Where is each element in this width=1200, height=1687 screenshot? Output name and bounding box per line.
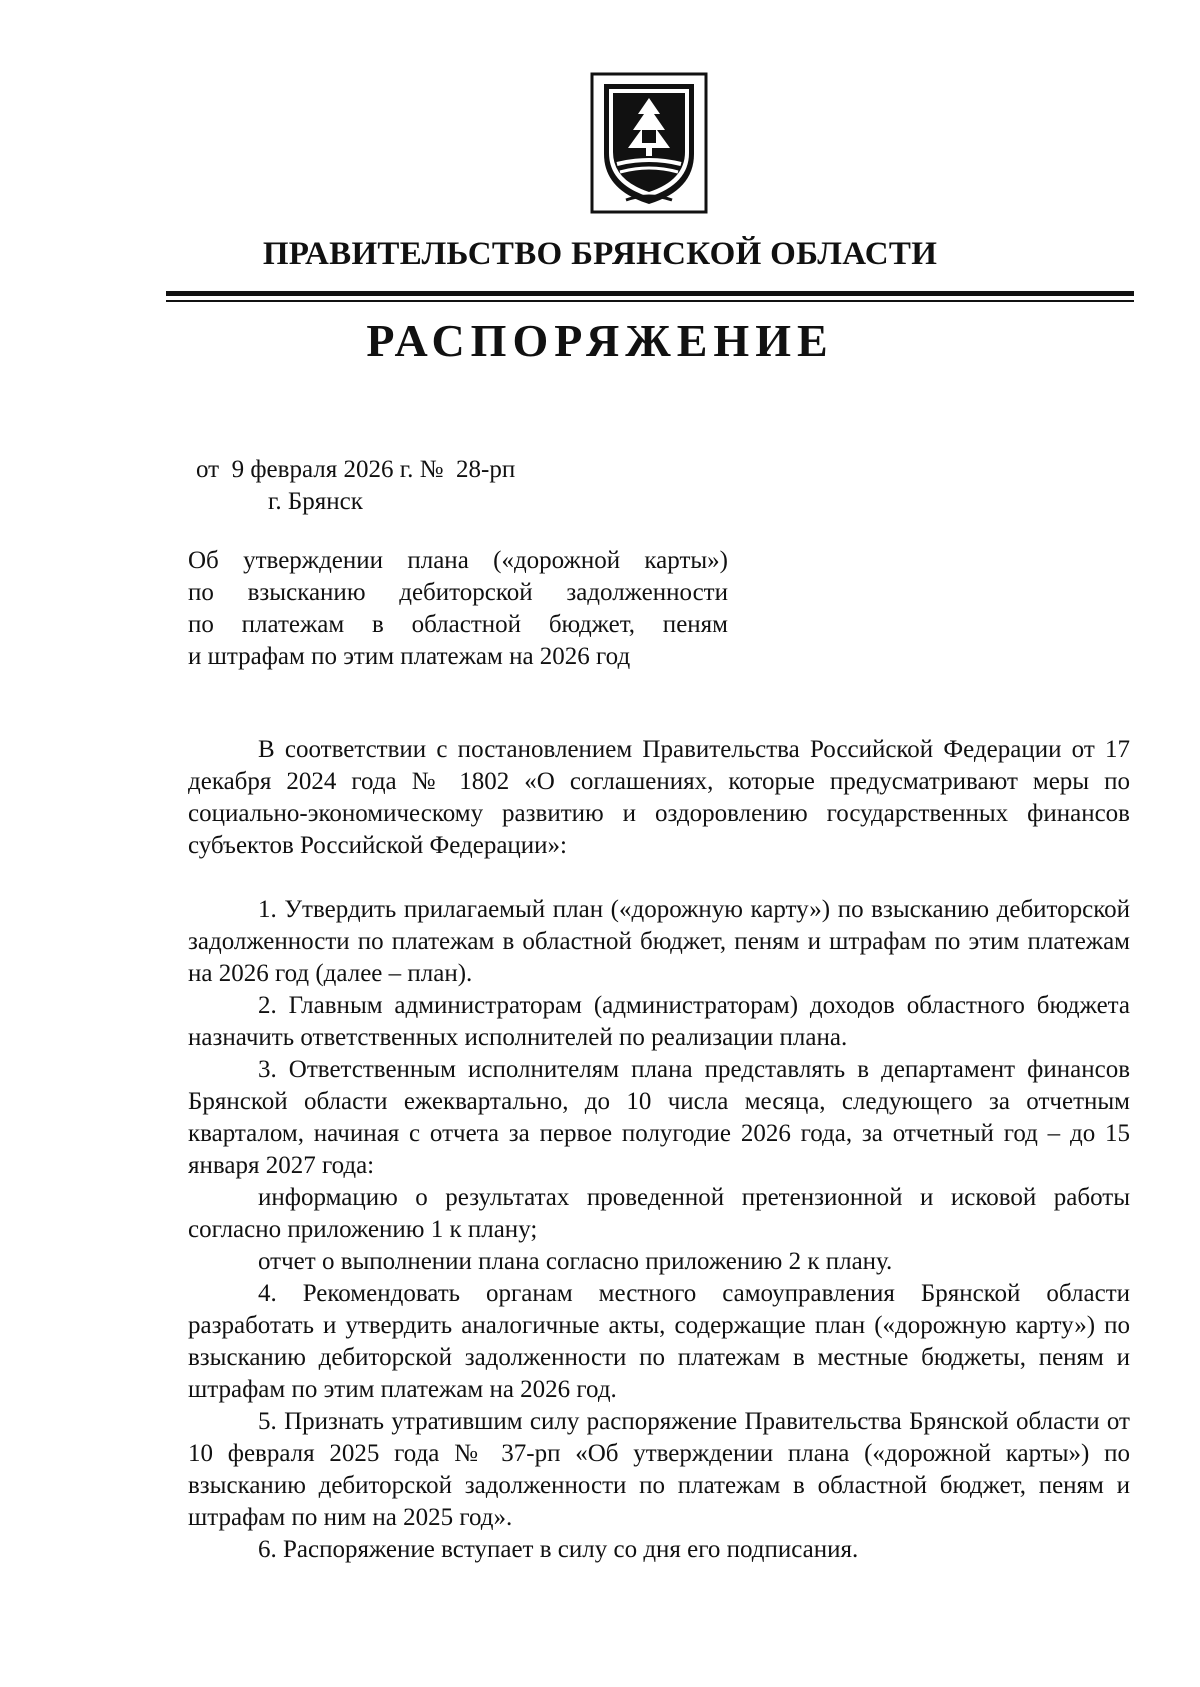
subject-line: и штрафам по этим платежам на 2026 год [188,643,631,670]
subject-line: по платежам в областной бюджет, пеням [188,611,728,638]
organization-title: ПРАВИТЕЛЬСТВО БРЯНСКОЙ ОБЛАСТИ [262,236,938,272]
subject-line: Об утверждении плана («дорожной карты») [188,547,728,574]
item-paragraph: информацию о результатах проведенной претензионной и исковой работы согласно приложению 1 к плану; [188,1184,1130,1243]
item-paragraph: отчет о выполнении плана согласно приложению 2 к плану. [258,1248,893,1275]
document-city: г. Брянск [268,488,363,515]
header-divider-thin [166,300,1134,302]
item-paragraph: 2. Главным администраторам (администраторам) доходов областного бюджета назначить ответственных исполнителей по реализации плана. [188,992,1130,1051]
item-paragraph: 6. Распоряжение вступает в силу со дня его подписания. [258,1536,859,1563]
document-date-number: от 9 февраля 2026 г. № 28-рп [196,456,516,483]
item-paragraph: 1. Утвердить прилагаемый план («дорожную карту») по взысканию дебиторской задолженности по платежам в областной бюджет, пеням и штрафам по этим платежам на 2026 год (далее – план). [188,896,1130,987]
document-subject [188,545,728,673]
item-paragraph: 3. Ответственным исполнителям плана представлять в департамент финансов Брянской области ежеквартально, до 10 числа месяца, следующего за отчетным кварталом, начиная с отчета за первое полугодие 2026 года, за отчетный год – до 15 января 2027 года: [188,1056,1130,1179]
preamble-paragraph: В соответствии с постановлением Правительства Российской Федерации от 17 декабря 2024 года № 1802 «О соглашениях, которые предусматривают меры по социально-экономическому развитию и оздоровлению государственных финансов субъектов Российской Федерации»: [188,736,1130,859]
subject-line: по взысканию дебиторской задолженности [188,579,728,606]
document-body [188,734,1130,1566]
coat-of-arms-emblem [590,72,708,214]
header-divider-thick [166,291,1134,296]
item-paragraph: 5. Признать утратившим силу распоряжение Правительства Брянской области от 10 февраля 2025 года № 37-рп «Об утверждении плана («дорожной карты») по взысканию дебиторской задолженности по платежам в областной бюджет, пеням и штрафам по ним на 2025 год». [188,1408,1130,1531]
document-type-title: РАСПОРЯЖЕНИЕ [366,315,834,366]
item-paragraph: 4. Рекомендовать органам местного самоуправления Брянской области разработать и утвердить аналогичные акты, содержащие план («дорожную карту») по взысканию дебиторской задолженности по платежам в местные бюджеты, пеням и штрафам по этим платежам на 2026 год. [188,1280,1130,1403]
